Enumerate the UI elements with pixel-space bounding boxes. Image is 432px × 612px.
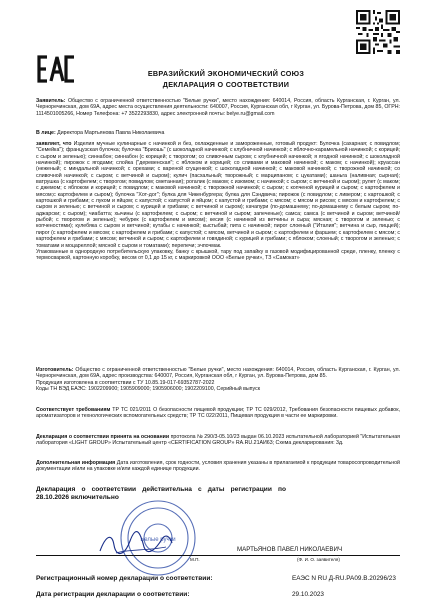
signer-name: МАРТЬЯНОВ ПАВЕЛ НИКОЛАЕВИЧ: [237, 546, 343, 553]
applicant-label: Заявитель:: [36, 98, 66, 104]
basis-text: протокола № 290/3-05.10/23 выдан 06.10.2023 испытательной лабораторией "Испытательная лаборатория «LIGHT GROUP» Испытательный центр «CERTIFICATION GROUP» RA.RU.21AИ63; Схема декларирования: 3д.: [36, 434, 400, 447]
manufacturer-codes: Коды ТН ВЭД ЕАЭС: 1902209900; 1905909000; 1905906000; 1902209100, Серийный выпуск: [36, 386, 261, 393]
additional-block: [36, 460, 400, 473]
product-description: Изделия мучные кулинарные с начинкой и без, охлажденные и замороженные, готовый продукт: Булочка (сахарная; с повидлом; "Семейка"); французская булочка; булочка "Бриошь" (с шоколадной начинкой; с клубничной начинкой; с яблочно-карамельной начинкой; с корицей; с сыром и зеленью); синнабон; синнабон (с корицей; с творогом; со сливочным сыром; с клубничной начинкой; я ягодной начинкой; с шоколадной начинкой); пирожок с ягодами; слойка ("деревенская"; с яблоком и корицей; со сливами и маковой начинкой; с маком; с начинкой); круассан (неженый; с миндальной начинкой; с орехами; с вареной сгущенкой; с шоколадной начинкой; с маковой начинкой; с творожной начинкой; со сливочной начинкой; с сыром; с ветчиной и сыром); кулич (пасхальный; творожный; с марципаном; с цукатами); шаньга (наливная; сырная); ватрушка (с картофелем; с творогом; повидлом; сметанная); рогалик (с маком; с изюмом; с начинкой; с сыром; с ветчиной и сыром); рулет (с маком; с джемом; с яблоком и корицей; с повидлом; с маковой начинкой; с творожной начинкой; с сыром; с копченой курицей и сыром; с картофелем и мясом;с картофелем и сыром); булочка "Хот-дог"; булка для Чикенбургера; булка для Сэндвича; пирожок (с повидлом; с ливером; с картошкой; с картошкой и грибами; с луком и яйцом; с капустой; с капустой и яйцом; с капустой и грибами; с мясом; с мясом и рисом; с мясом и картофелем; с сыром и зеленью; с ветчиной и сыром; с курицей и грибами; с ветчиной и сыром); качапури (по-домашнему; по-домашнему с белым сыром; по-аджарски; с сыром); чиабатта; хычины (с картофелем; с сыром; с ветчиной и сыром; запеченые); самса; самса (с ветчиной и сыром; ветчиной/рыбой; с творогом и зеленью); чебурек (с картофелем и мясом); кесия (с начинкой из ветчины и сыра; мясная; с творогом и зеленью; с копченостями); кулебяка с сыром и ветчиной; кутабы с начинкой; кыстыбай; пита с начинкой; пирог слоеный ("Италия"; ветчина и сыр, пиццей); пирог (с картофелем и мясом; с картофелем и грибами; с капустой; с мясом, ветчиной и сыром; с картофелем и фаршем; с картофелем с мясом; с картофелем и грибами; с мясом; ветчиной и сыром; с картофелем и говядиной; с курицей и грибами; с яблоком; слоеный; с творогом и зеленью; с томатами и моцареллой; мясной с сыром и томатами); перепечи; эчпочмак.: [36, 141, 401, 249]
qr-code: [356, 10, 400, 54]
applicant-block: [36, 98, 400, 117]
signer-caption: (Ф. И. О. заявителя): [297, 557, 340, 562]
compliance-label: Соответствует требованиям: [36, 407, 111, 413]
applicant-text: Общество с ограниченной ответственностью "Белые ручки", место нахождения: 640014, Россия, область Курганская, г. Курган, ул. Черноречинская, дом 69А, адрес места осуществления деятельности: 640007, Россия, Курганская обл, г Курган, ул. Бурова-Петрова, дом 85, ОГРН: 1114501005266, Номер Телефона: +7 3522293830, адрес электронной почты: belye.ru@gmail.com: [36, 98, 400, 117]
seal-place-label: М.П.: [190, 557, 200, 562]
manufacturer-label: Изготовитель:: [36, 367, 74, 373]
registration-date-label: Дата регистрации декларации о соответствии:: [36, 591, 190, 598]
compliance-block: [36, 407, 400, 420]
person-text: Директора Мартьянова Павла Николаевича: [55, 130, 165, 136]
additional-text: Дата изготовления, срок годности, условия хранения указаны в прилагаемой к продукции товаросопроводительной документации и/или на упаковке и/или каждой единице продукции.: [36, 460, 400, 473]
basis-block: [36, 434, 400, 447]
registration-number-label: Регистрационный номер декларации о соответствии:: [36, 575, 213, 582]
person-label: В лице:: [36, 130, 56, 136]
person-block: [36, 130, 400, 136]
registration-number: ЕАЭС N RU Д-RU.РА09.В.20296/23: [292, 575, 396, 582]
packaging-text: Упакованные в однородную потребительскую упаковку, банку с крышкой, тару под запайку в газовой модифицированной среде, пленку, пленку с термосваркой, картонную коробку, весом от 0,1 до 15 кг, с маркировкой ООО «Белые ручки», ТЗ «Самокат»: [36, 248, 400, 262]
basis-label: Декларация о соответствии принята на основании: [36, 434, 170, 440]
declares-block: [36, 141, 400, 262]
manufacturer-text: Общество с ограниченной ответственностью "Белые ручки", место нахождения: 640014, Россия, область Курганская, г. Курган, ул. Черноречинская, дом 69А, адрес производства: 640007, Россия, Курганская обл, г Курган, ул. Бурова-Петрова, дом 85.: [36, 367, 400, 380]
registration-date: 29.10.2023: [292, 591, 324, 598]
declaration-title: ДЕКЛАРАЦИЯ О СООТВЕТСТВИИ: [162, 80, 290, 89]
validity-text: Декларация о соответствии действительна с даты регистрации по 28.10.2026 включительно: [36, 486, 286, 501]
stamp-text: Белые ручки: [140, 537, 176, 543]
manufacturer-spec: Продукция изготовлена в соответствии с ТУ 10.85.19-017-69352787-2022: [36, 379, 215, 386]
eac-logo: [36, 54, 76, 84]
additional-label: Дополнительная информация: [36, 460, 116, 466]
compliance-text: ТР ТС 021/2011 О безопасности пищевой продукции; ТР ТС 029/2012, Требования безопасности пищевых добавок, ароматизаторов и технологических вспомогательных средств; ТР ТС 022/2011, Пищевая продукция в части ее маркировки.: [36, 407, 400, 420]
union-title: ЕВРАЗИЙСКИЙ ЭКОНОМИЧЕСКИЙ СОЮЗ: [147, 69, 305, 78]
signature-line: [36, 555, 400, 556]
declares-label: заявляет, что: [36, 141, 72, 147]
manufacturer-block: [36, 367, 400, 392]
